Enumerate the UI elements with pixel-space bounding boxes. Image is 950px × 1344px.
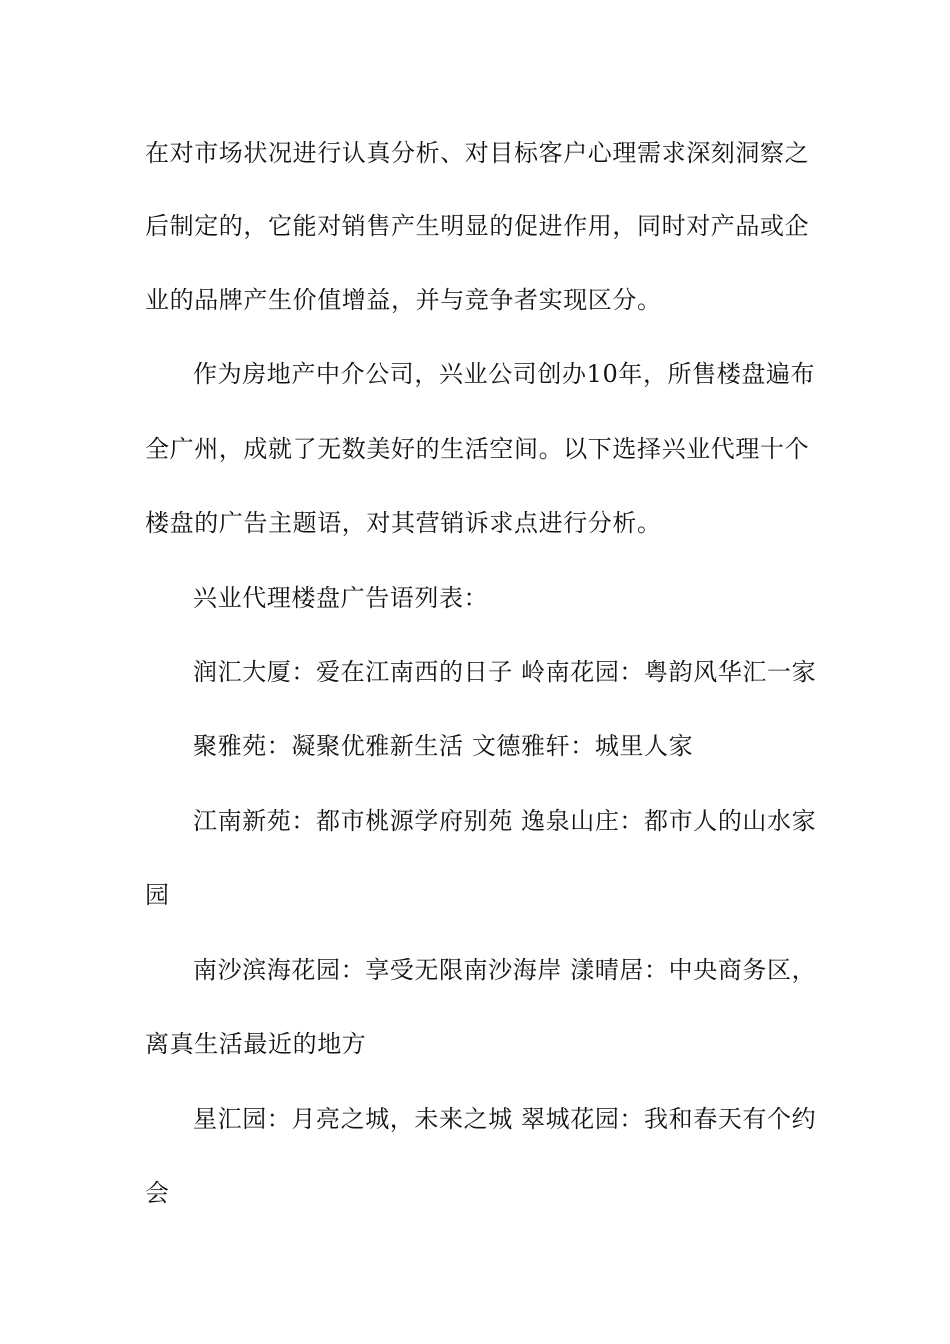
text-line: 作为房地产中介公司，兴业公司创办10年，所售楼盘遍布 bbox=[193, 360, 816, 388]
text-line: 楼盘的广告主题语，对其营销诉求点进行分析。 bbox=[145, 509, 662, 537]
text-line: 后制定的，它能对销售产生明显的促进作用，同时对产品或企 bbox=[145, 212, 810, 240]
slogan-line: 南沙滨海花园：享受无限南沙海岸 漾晴居：中央商务区， bbox=[193, 956, 817, 984]
slogan-line: 江南新苑：都市桃源学府别苑 逸泉山庄：都市人的山水家 bbox=[193, 807, 817, 835]
slogan-line: 润汇大厦：爱在江南西的日子 岭南花园：粤韵风华汇一家 bbox=[193, 658, 817, 686]
text-line: 全广州，成就了无数美好的生活空间。以下选择兴业代理十个 bbox=[145, 435, 810, 463]
text-line: 在对市场状况进行认真分析、对目标客户心理需求深刻洞察之 bbox=[145, 139, 810, 167]
slogan-line-continued: 园 bbox=[145, 881, 170, 909]
slogan-line-continued: 离真生活最近的地方 bbox=[145, 1030, 367, 1058]
slogan-line: 聚雅苑：凝聚优雅新生活 文德雅轩：城里人家 bbox=[193, 732, 694, 760]
list-heading: 兴业代理楼盘广告语列表： bbox=[193, 584, 489, 612]
slogan-line: 星汇园：月亮之城，未来之城 翠城花园：我和春天有个约 bbox=[193, 1105, 817, 1133]
slogan-line-continued: 会 bbox=[145, 1179, 170, 1207]
text-line: 业的品牌产生价值增益，并与竞争者实现区分。 bbox=[145, 286, 662, 314]
